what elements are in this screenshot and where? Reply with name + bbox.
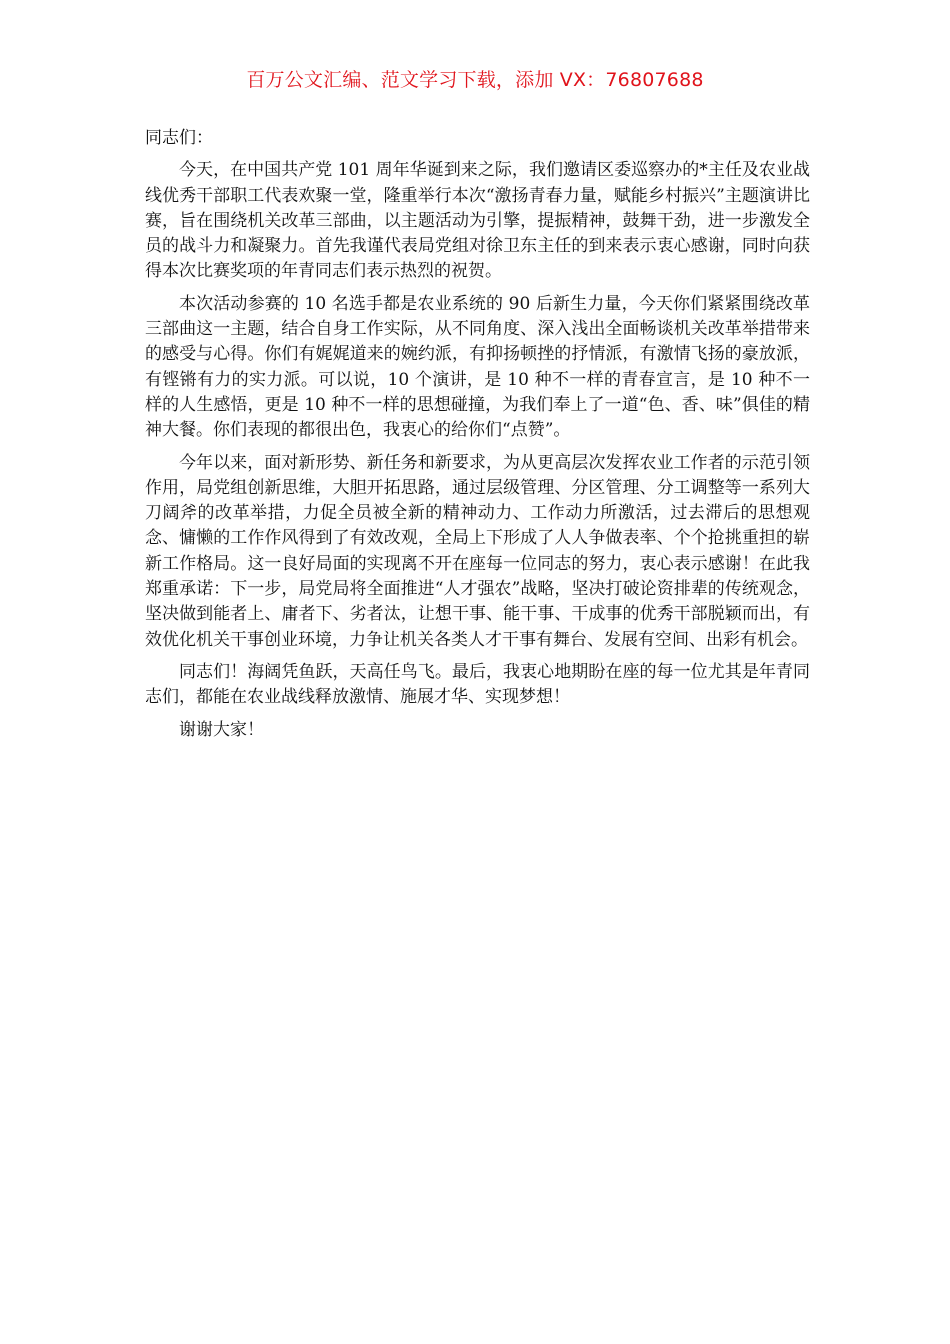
document-body (145, 126, 810, 743)
paragraph-expectation: 同志们！海阔凭鱼跃，天高任鸟飞。最后，我衷心地期盼在座的每一位尤其是年青同志们，都能在农业战线释放激情、施展才华、实现梦想！ (145, 661, 810, 708)
paragraph-contestants: 本次活动参赛的 10 名选手都是农业系统的 90 后新生力量，今天你们紧紧围绕改革三部曲这一主题，结合自身工作实际，从不同角度、深入浅出全面畅谈机关改革举措带来的感受与心得。你们有娓娓道来的婉约派，有抑扬顿挫的抒情派，有激情飞扬的豪放派，有铿锵有力的实力派。可以说，10 个演讲，是 10 种不一样的青春宣言，是 10 种不一样的人生感悟，更是 10 种不一样的思想碰撞，为我们奉上了一道“色、香、味”俱佳的精神大餐。你们表现的都很出色，我衷心的给你们“点赞”。 (145, 293, 810, 441)
header-banner: 百万公文汇编、范文学习下载，添加 VX：76807688 (246, 69, 704, 91)
paragraph-reform: 今年以来，面对新形势、新任务和新要求，为从更高层次发挥农业工作者的示范引领作用，局党组创新思维，大胆开拓思路，通过层级管理、分区管理、分工调整等一系列大刀阔斧的改革举措，力促全员被全新的精神动力、工作动力所激活，过去滞后的思想观念、慵懒的工作作风得到了有效改观，全局上下形成了人人争做表率、个个抢挑重担的崭新工作格局。这一良好局面的实现离不开在座每一位同志的努力，衷心表示感谢！在此我郑重承诺：下一步，局党局将全面推进“人才强农”战略，坚决打破论资排辈的传统观念，坚决做到能者上、庸者下、劣者汰，让想干事、能干事、干成事的优秀干部脱颖而出，有效优化机关干事创业环境，力争让机关各类人才干事有舞台、发展有空间、出彩有机会。 (145, 452, 810, 650)
paragraph-opening: 今天，在中国共产党 101 周年华诞到来之际，我们邀请区委巡察办的*主任及农业战线优秀干部职工代表欢聚一堂，隆重举行本次“激扬青春力量，赋能乡村振兴”主题演讲比赛，旨在围绕机关改革三部曲，以主题活动为引擎，提振精神，鼓舞干劲，进一步激发全员的战斗力和凝聚力。首先我谨代表局党组对徐卫东主任的到来表示衷心感谢，同时向获得本次比赛奖项的年青同志们表示热烈的祝贺。 (145, 160, 810, 282)
salutation: 同志们： (145, 128, 213, 148)
closing-thanks: 谢谢大家！ (179, 719, 264, 740)
